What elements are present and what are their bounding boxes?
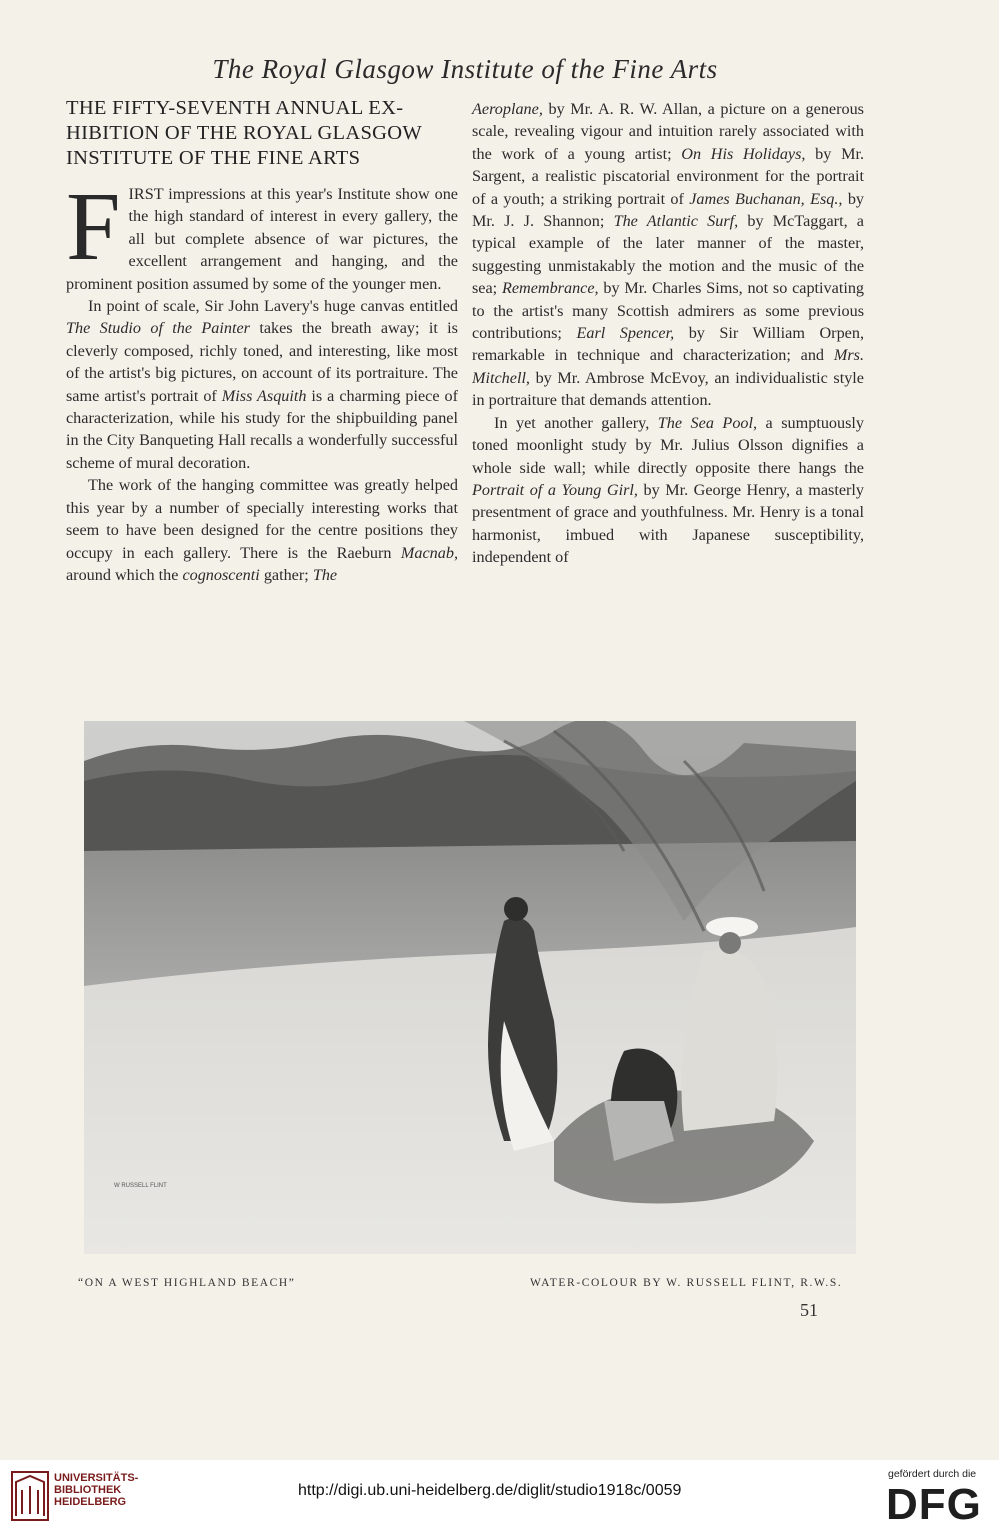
drop-cap: F xyxy=(66,173,121,281)
page-number: 51 xyxy=(800,1300,818,1320)
right-column xyxy=(472,98,864,569)
painting-illustration xyxy=(84,721,856,1254)
svg-text:W RUSSELL FLINT: W RUSSELL FLINT xyxy=(114,1183,167,1189)
figure-caption-credit: WATER-COLOUR BY W. RUSSELL FLINT, R.W.S. xyxy=(530,1277,843,1289)
figure-caption-title: “ON A WEST HIGHLAND BEACH” xyxy=(78,1277,296,1289)
library-name: UNIVERSITÄTS- BIBLIOTHEK HEIDELBERG xyxy=(54,1472,139,1508)
paragraph-2: In point of scale, Sir John Lavery's huge canvas entitled The Studio of the Painter takes the breath away; it is cleverly composed, richly toned, and interesting, like most of the artist's big pictures, on account of its portraiture. The same artist's portrait of Miss Asquith is a charming piece of characterization, while his study for the shipbuilding panel in the City Banqueting Hall recalls a wonderfully successful scheme of mural decoration. xyxy=(66,297,458,472)
paragraph-4: Aeroplane, by Mr. A. R. W. Allan, a picture on a generous scale, revealing vigour and intuition rarely associated with the work of a young artist; On His Holidays, by Mr. Sargent, a realistic piscatorial environment for the portrait of a youth; a striking portrait of James Buchanan, Esq., by Mr. J. J. Shannon; The Atlantic Surf, by McTaggart, a typical example of the later manner of the master, suggesting unmistakably the motion and the music of the sea; Remembrance, by Mr. Charles Sims, not so captivating to the artist's many Scottish admirers as some previous contributions; Earl Spencer, by Sir William Orpen, remarkable in technique and characterization; and Mrs. Mitchell, by Mr. Ambrose McEvoy, an individualistic style in portraiture that demands attention. xyxy=(472,100,865,410)
paragraph-3: The work of the hanging committee was greatly helped this year by a number of specially interesting works that seem to have been designed for the centre positions they occupy in each gallery. There is the Raeburn Macnab, around which the cognoscenti gather; The xyxy=(66,476,458,584)
paragraph-5: In yet another gallery, The Sea Pool, a sumptuously toned moonlight study by Mr. Julius Olsson dignifies a whole side wall; while directly opposite there hangs the Portrait of a Young Girl, by Mr. George Henry, a masterly presentment of grace and youthfulness. Mr. Henry is a tonal harmonist, imbued with Japanese susceptibility, independent of xyxy=(472,413,865,567)
digitization-footer xyxy=(0,1460,999,1535)
sponsor-text: gefördert durch die xyxy=(888,1468,977,1480)
source-url-link[interactable]: http://digi.ub.uni-heidelberg.de/diglit/studio1918c/0059 xyxy=(298,1482,682,1499)
paragraph-1: FIRST impressions at this year's Institute show one the high standard of interest in every gallery, the all but complete absence of war pictures, the excellent arrangement and hanging, and the prominent position assumed by some of the younger men. xyxy=(66,173,458,293)
left-column xyxy=(66,96,458,586)
article-heading: THE FIFTY-SEVENTH ANNUAL EX-HIBITION OF THE ROYAL GLASGOW INSTITUTE OF THE FINE ARTS xyxy=(66,97,422,169)
running-head: The Royal Glasgow Institute of the Fine Arts xyxy=(212,54,718,84)
university-library-logo-icon xyxy=(10,1468,50,1524)
dfg-logo: DFG xyxy=(886,1480,982,1529)
